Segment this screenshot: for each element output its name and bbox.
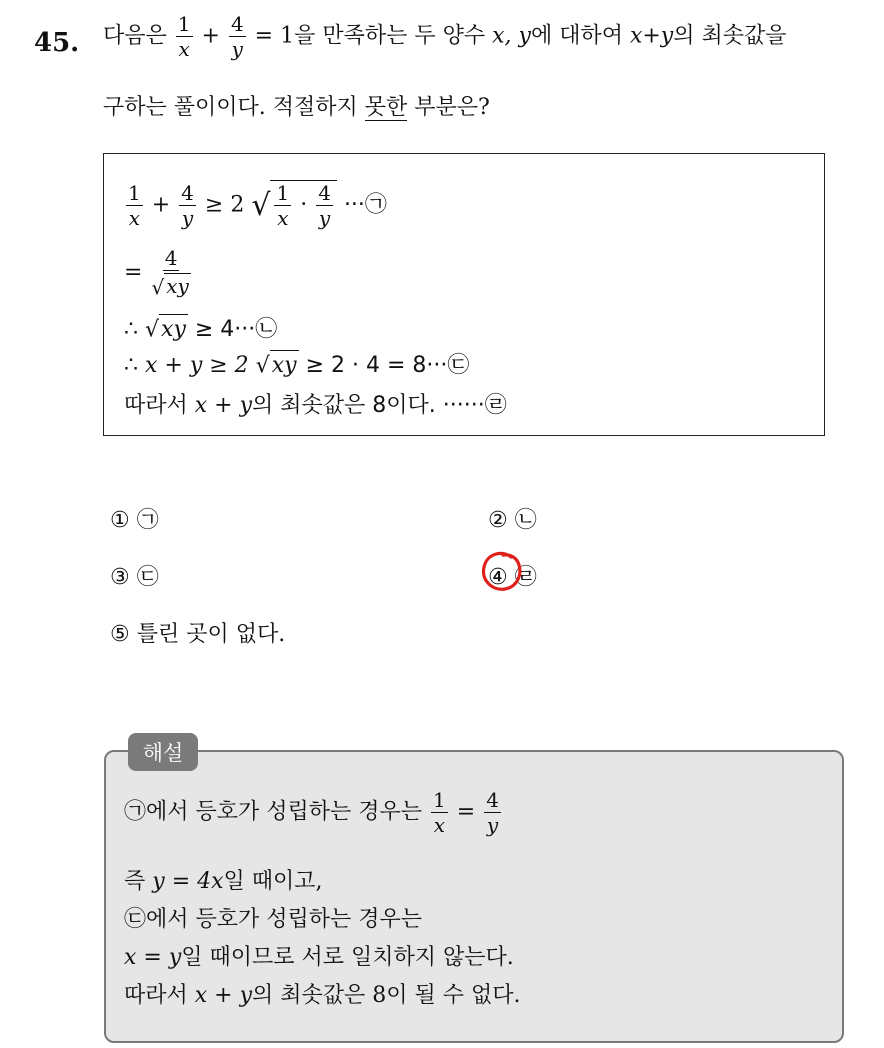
sqrt-content: xy — [159, 314, 188, 342]
explanation-text: 즉 — [124, 869, 146, 894]
choice-3[interactable] — [110, 560, 159, 591]
question-text: 에 대하여 — [530, 23, 623, 49]
frac-num: 1 — [177, 12, 191, 36]
equals-one: = 1 — [254, 23, 295, 49]
plus-sign: + — [151, 192, 171, 218]
mark-giyeok: ···㉠ — [343, 192, 387, 218]
equals-sign: = — [456, 799, 476, 825]
question-text: 을 만족하는 두 양수 — [294, 23, 486, 49]
frac-den: y — [181, 206, 194, 230]
ineq-ge-2: ≥ 2 — [204, 192, 245, 218]
explanation-text: 일 때이므로 서로 일치하지 않는다. — [181, 945, 514, 970]
fraction-4-over-y — [179, 183, 196, 228]
sqrt-content: xy — [270, 350, 299, 378]
explanation-text: ㉠에서 등호가 성립하는 경우는 — [124, 799, 423, 825]
explanation-line-5 — [124, 978, 521, 1009]
frac-num: 4 — [318, 181, 331, 205]
question-prefix: 다음은 — [103, 23, 167, 49]
solution-text: 따라서 — [124, 393, 188, 418]
sum-expr: x + y — [194, 393, 253, 418]
ineq-text: ≥ 4···㉡ — [194, 317, 278, 342]
choice-number: ④ — [488, 565, 508, 590]
explanation-line-2 — [124, 864, 323, 895]
frac-num: 4 — [181, 181, 194, 205]
choice-label: ㉠ — [136, 508, 159, 533]
question-text: 구하는 풀이이다. 적절하지 — [103, 95, 358, 120]
explanation-text: 의 최솟값은 8이 될 수 없다. — [252, 983, 521, 1008]
choice-5[interactable] — [110, 617, 285, 648]
sqrt-icon: √ — [145, 317, 160, 343]
ineq-text: ≥ 2 · 4 = 8···㉢ — [305, 353, 470, 378]
explanation-text: 따라서 — [124, 983, 188, 1008]
var-x: x, — [492, 23, 512, 49]
choice-number: ② — [488, 508, 508, 533]
plus-sign: + — [201, 23, 220, 49]
fraction-4-over-sqrt-xy — [151, 248, 190, 298]
solution-line-1 — [124, 180, 387, 228]
fraction-4-over-y — [316, 183, 333, 228]
frac-num: 1 — [433, 788, 446, 812]
question-line-2 — [103, 90, 490, 121]
explanation-line-4 — [124, 940, 514, 971]
frac-num: 4 — [486, 788, 499, 812]
math-expr: x = y — [124, 945, 182, 970]
solution-text: 의 최솟값은 8이다. ······㉣ — [252, 393, 507, 418]
solution-line-3 — [124, 312, 277, 343]
frac-den: x — [433, 813, 446, 837]
frac-den: x — [128, 206, 140, 230]
explanation-line-3 — [124, 902, 422, 933]
math-expr: y = 4x — [152, 869, 224, 894]
explanation-text: 일 때이고, — [223, 869, 323, 894]
equals-sign: = — [124, 259, 143, 285]
solution-line-4 — [124, 348, 469, 379]
sqrt-content: xy — [166, 274, 189, 298]
sqrt-icon: √ — [251, 188, 271, 223]
therefore-symbol: ∴ — [124, 317, 138, 342]
sqrt-icon: √ — [255, 353, 270, 379]
sum-expr: x + y — [194, 983, 253, 1008]
fraction-4-over-y — [229, 14, 246, 59]
choice-2[interactable] — [488, 503, 537, 534]
fraction-4-over-y — [484, 790, 501, 835]
choice-number: ① — [110, 508, 130, 533]
answer-circle-mark-icon — [481, 549, 523, 593]
explanation-tag: 해설 — [128, 733, 198, 771]
sqrt-icon: √ — [151, 275, 165, 300]
choice-label: ㉣ — [514, 565, 537, 590]
choice-number: ③ — [110, 565, 130, 590]
explanation-line-1 — [124, 790, 503, 835]
frac-num: 4 — [230, 12, 244, 36]
therefore-symbol: ∴ — [124, 353, 138, 378]
frac-den: y — [486, 813, 499, 837]
question-text: 부분은? — [414, 95, 490, 120]
solution-line-2 — [124, 248, 193, 298]
choice-1[interactable] — [110, 503, 159, 534]
solution-line-5 — [124, 388, 507, 419]
frac-num: 4 — [164, 246, 178, 270]
fraction-1-over-x — [176, 14, 193, 59]
frac-den: y — [231, 37, 243, 61]
question-text: 의 최솟값을 — [673, 23, 787, 49]
ineq-text: x + y ≥ 2 — [145, 353, 249, 378]
sum-expr: x+y — [629, 23, 674, 49]
frac-den — [151, 271, 190, 298]
choice-label: ㉢ — [136, 565, 159, 590]
fraction-1-over-x — [431, 790, 448, 835]
var-y: y — [518, 23, 531, 49]
question-number: 45. — [34, 28, 80, 58]
frac-num: 1 — [128, 181, 141, 205]
frac-den: x — [178, 37, 190, 61]
dot-operator: · — [300, 192, 308, 218]
choice-label: 틀린 곳이 없다. — [136, 622, 286, 647]
underlined-word: 못한 — [364, 95, 408, 120]
sqrt-content — [270, 180, 336, 228]
explanation-text: ㉢에서 등호가 성립하는 경우는 — [124, 907, 423, 932]
frac-num: 1 — [276, 181, 290, 205]
choice-number: ⑤ — [110, 622, 130, 647]
fraction-1-over-x — [126, 183, 143, 228]
choice-label: ㉡ — [514, 508, 537, 533]
fraction-1-over-x — [274, 183, 291, 228]
frac-den: x — [277, 206, 289, 230]
question-line-1 — [103, 14, 787, 59]
frac-den: y — [318, 206, 331, 230]
